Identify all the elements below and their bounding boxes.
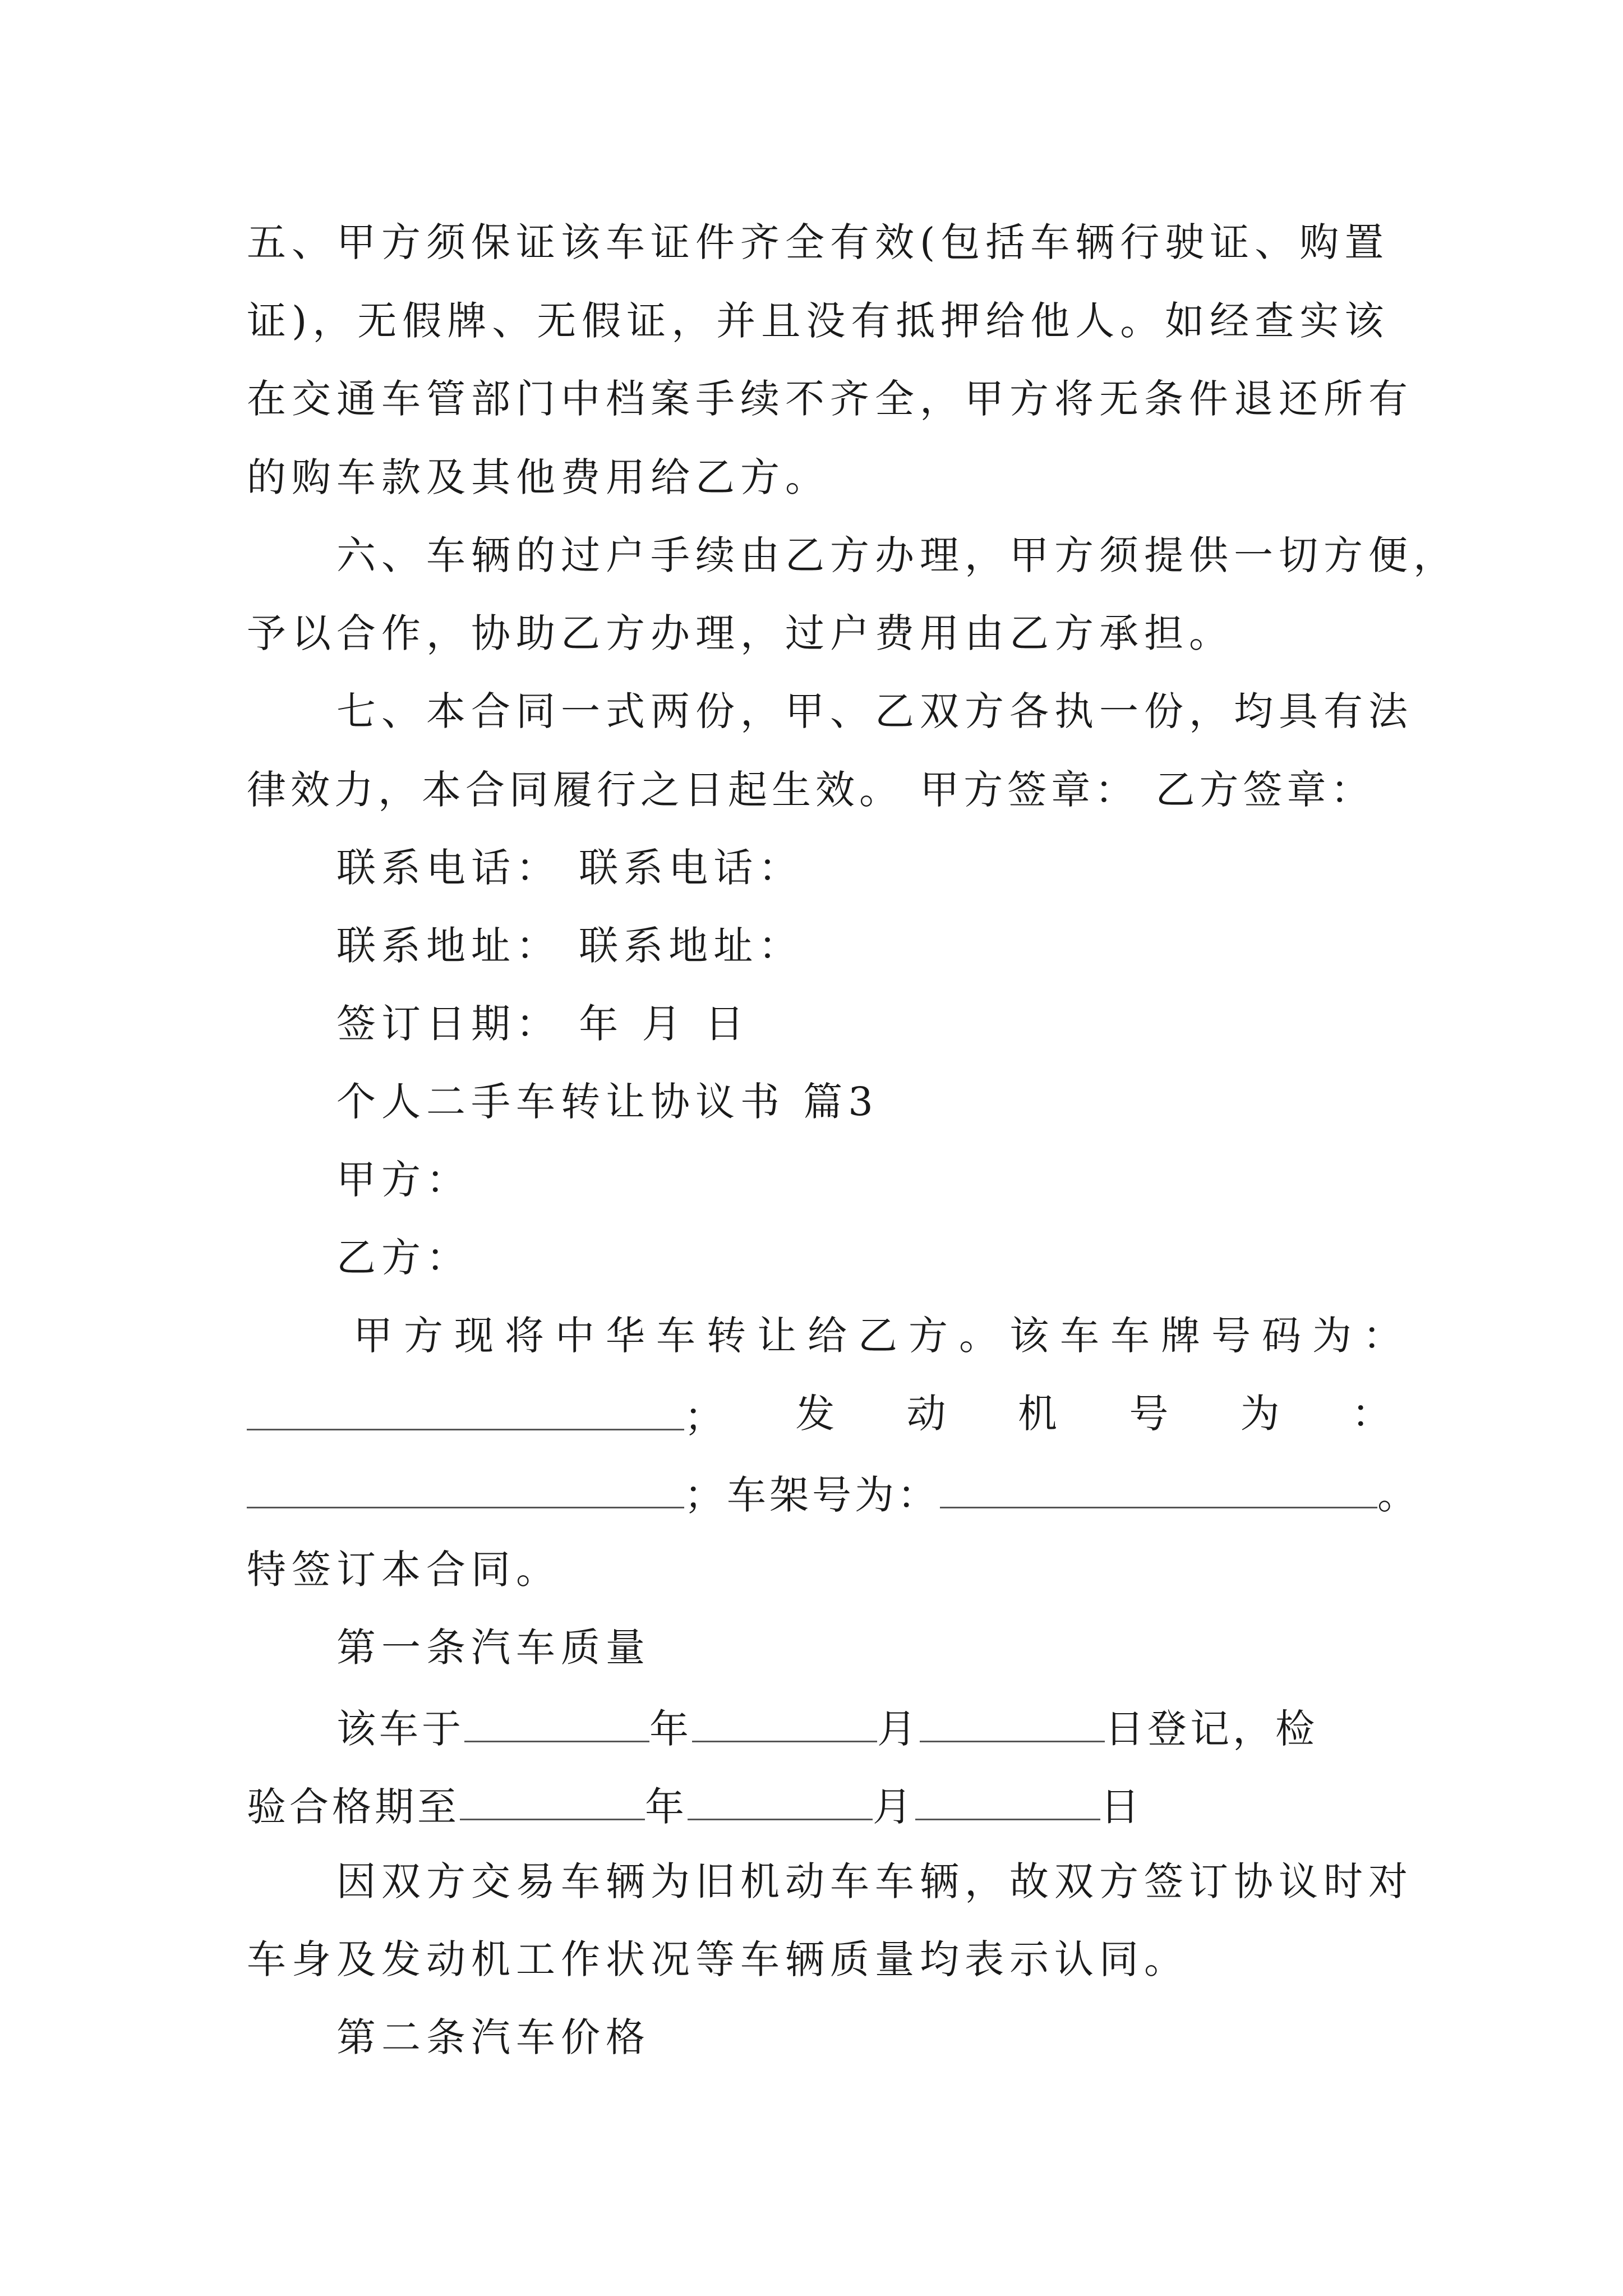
registration-year-label: 年 [649,1706,692,1752]
clause-6-line-1: 六、车辆的过户手续由乙方办理，甲方须提供一切方便， [336,532,1458,578]
signature-phone: 联系电话： 联系电话： [336,845,804,891]
registration-day-blank[interactable] [920,1706,1105,1742]
engine-char-2: 动 [906,1391,946,1437]
party-b-label: 乙方： [336,1235,471,1281]
clause-6-line-2: 予以合作，协助乙方办理，过户费用由乙方承担。 [247,610,1234,656]
quality-paragraph-line-1: 因双方交易车辆为旧机动车车辆，故双方签订协议时对 [336,1858,1413,1904]
plate-number-blank[interactable] [247,1394,684,1430]
engine-char-3: 机 [1017,1391,1057,1437]
registration-month-label: 月 [877,1706,920,1752]
clause-5-line-3: 在交通车管部门中档案手续不齐全，甲方将无条件退还所有 [247,376,1413,422]
registration-date-line [336,1706,1391,1752]
quality-paragraph-line-2: 车身及发动机工作状况等车辆质量均表示认同。 [247,1936,1189,1982]
inspection-month-blank[interactable] [688,1784,873,1820]
party-a-label: 甲方： [336,1157,471,1203]
engine-char-4: 号 [1129,1391,1169,1437]
engine-number-blank[interactable] [247,1472,684,1508]
transfer-line-1: 甲方现将中华车转让给乙方。该车车牌号码为： [353,1313,1413,1359]
inspection-month-label: 月 [873,1784,915,1830]
clause-5-line-1: 五、甲方须保证该车证件齐全有效(包括车辆行驶证、购置 [247,219,1390,265]
inspection-prefix: 验合格期至 [247,1784,460,1830]
section-title: 个人二手车转让协议书 篇3 [336,1079,879,1125]
frame-number-blank[interactable] [940,1472,1377,1508]
engine-char-1: 发 [795,1391,835,1437]
signature-address: 联系地址： 联系地址： [336,923,804,969]
registration-suffix: 日登记，检 [1105,1706,1318,1752]
clause-5-line-2: 证)，无假牌、无假证，并且没有抵押给他人。如经查实该 [247,298,1390,344]
transfer-line-2 [247,1391,1391,1440]
inspection-year-label: 年 [645,1784,688,1830]
clause-7-line-2: 律效力，本合同履行之日起生效。 甲方签章： 乙方签章： [247,767,1375,813]
inspection-date-line [247,1784,1391,1830]
engine-char-5: 为 [1240,1391,1280,1437]
transfer-line-4: 特签订本合同。 [247,1547,561,1593]
clause-7-line-1: 七、本合同一式两份，甲、乙双方各执一份，均具有法 [336,688,1413,734]
registration-month-blank[interactable] [692,1706,877,1742]
inspection-day-label: 日 [1100,1784,1143,1830]
engine-char-6: ： [1351,1391,1391,1437]
article-2-title: 第二条汽车价格 [336,2014,651,2060]
registration-prefix: 该车于 [336,1706,464,1752]
inspection-day-blank[interactable] [915,1784,1100,1820]
plate-semicolon: ； [684,1394,723,1440]
inspection-year-blank[interactable] [460,1784,645,1820]
registration-year-blank[interactable] [464,1706,649,1742]
signature-date: 签订日期： 年 月 日 [336,1001,750,1047]
transfer-line-3 [247,1472,1424,1518]
transfer-period: 。 [1377,1472,1420,1518]
frame-number-label: ；车架号为： [684,1472,940,1518]
clause-5-line-4: 的购车款及其他费用给乙方。 [247,454,830,500]
plate-number-group [247,1394,723,1440]
article-1-title: 第一条汽车质量 [336,1625,651,1671]
